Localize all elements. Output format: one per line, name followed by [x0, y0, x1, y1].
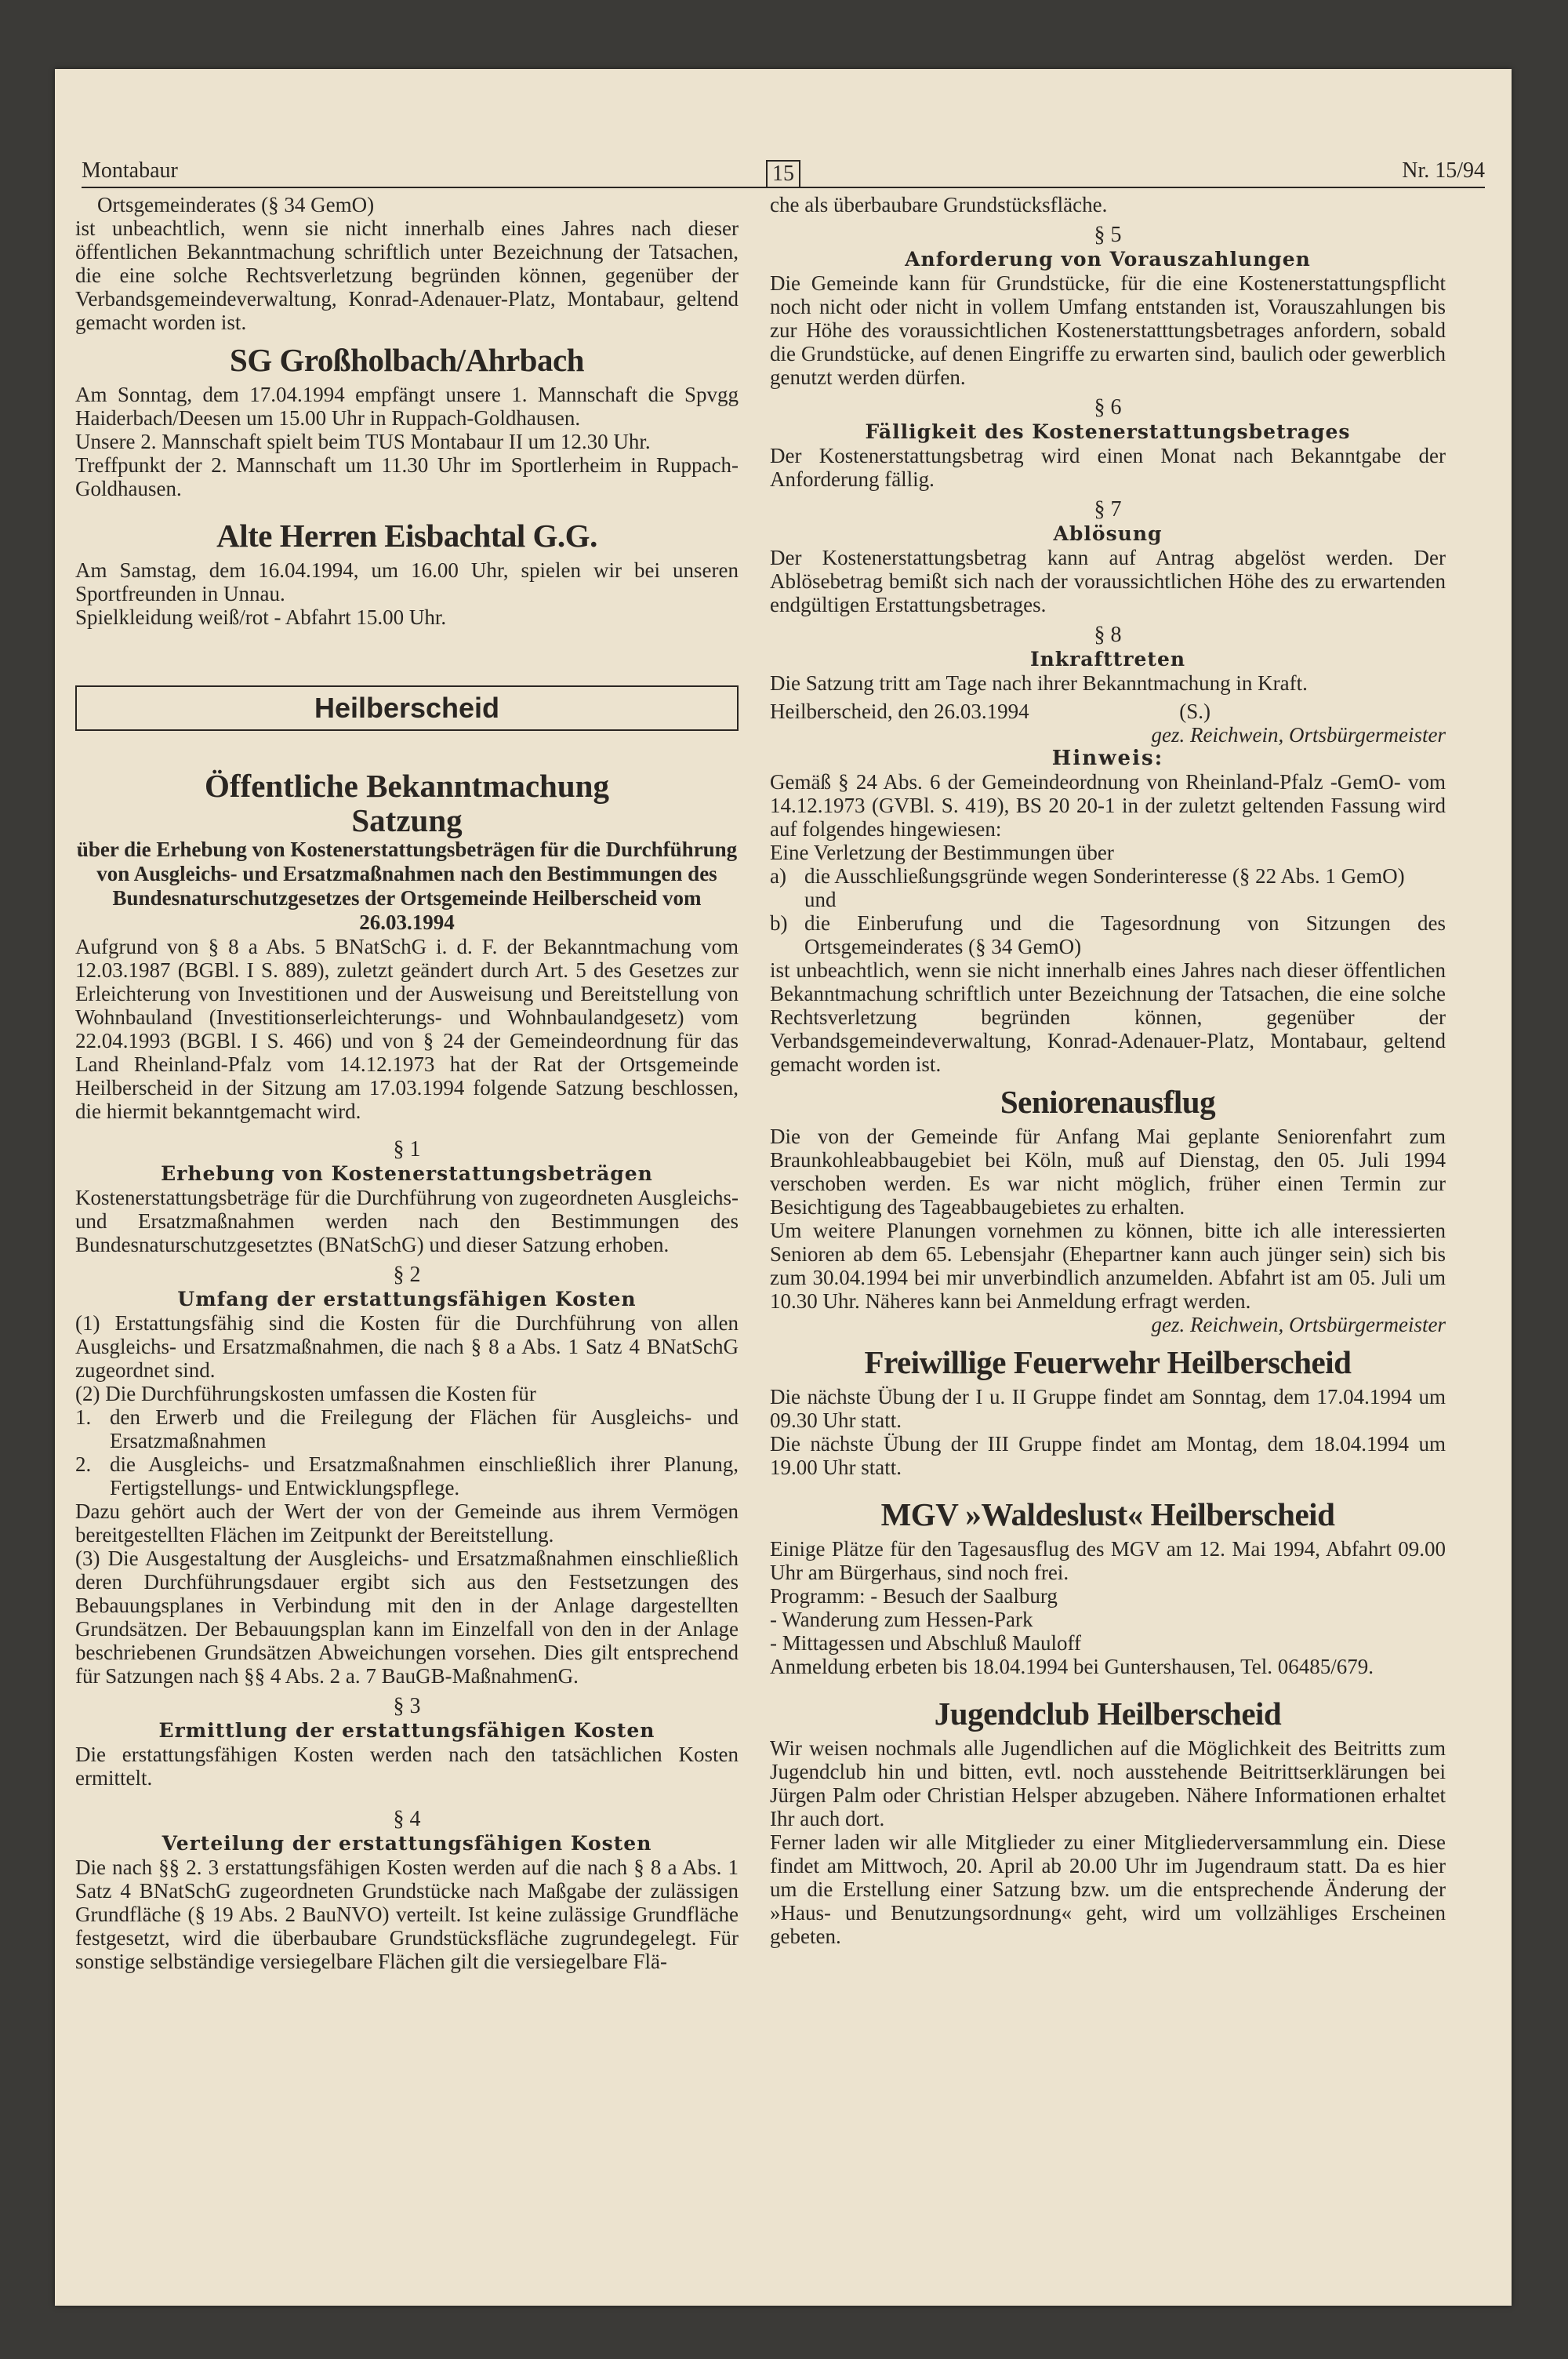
ffw-title: Freiwillige Feuerwehr Heilberscheid	[864, 1344, 1352, 1380]
hinweis-title: Hinweis:	[1051, 747, 1164, 770]
mgv-p3: - Wanderung zum Hessen-Park	[770, 1608, 1033, 1631]
hinweis-item-a-marker: a)	[770, 864, 786, 888]
section-box-heilberscheid: Heilberscheid	[75, 685, 739, 731]
s4-text: Die nach §§ 2. 3 erstattungsfähigen Kosten werden auf die nach § 8 a Abs. 1 Satz 4 BNatSchG zugeordneten Grundstücke nach Maßgabe der zulässigen Grundfläche (§ 19 Abs. 2 BauNVO) verteilt. Ist keine zulässige Grundfläche festgesetzt, wird die überbaubare Grundstücksfläche zugrundegelegt. Für sonstige selbständige versiegelbare Flächen gilt die versiegelbare Flä-	[75, 1856, 739, 1973]
s5-text: Die Gemeinde kann für Grundstücke, für die eine Kostenerstattungspflicht noch nicht oder nicht in vollem Umfang entstanden ist, Vorauszahlungen bis zur Höhe des voraussichtlichen Kostenerstatttungsbetrages anfordern, sobald die Grundstücke, auf denen Eingriffe zu erwarten sind, baulich oder gewerblich genutzt werden dürfen.	[770, 271, 1446, 389]
s2-p4: (3) Die Ausgestaltung der Ausgleichs- und Ersatzmaßnahmen einschließlich deren Durchführungsdauer ergibt sich aus den Festsetzungen des Bebauungsplanes in Verbindung mit den in der Anlage dargestellten Grundsätzen. Der Bebauungsplan kann im Einzelfall von den in der Anlage beschriebenen Grundsätzen Abweichungen vorsehen. Dies gilt entsprechend für Satzungen nach §§ 4 Abs. 2 a. 7 BauGB-MaßnahmenG.	[75, 1547, 739, 1688]
intro-text: ist unbeachtlich, wenn sie nicht innerhalb eines Jahres nach dieser öffentlichen Bekanntmachung schriftlich unter Bezeichnung der Tatsachen, die eine solche Rechtsverletzung begründen können, gegenüber der Verbandsgemeindeverwaltung, Konrad-Adenauer-Platz, Montabaur, geltend gemacht worden ist.	[75, 216, 739, 334]
s3-number: § 3	[393, 1694, 421, 1718]
mgv-p4: - Mittagessen und Abschluß Mauloff	[770, 1631, 1081, 1655]
s3-text: Die erstattungsfähigen Kosten werden nach den tatsächlichen Kosten ermittelt.	[75, 1743, 739, 1790]
s7-number: § 7	[1094, 497, 1122, 522]
s6-title: Fälligkeit des Kostenerstattungsbetrages	[865, 420, 1351, 443]
hinweis-item-b-marker: b)	[770, 911, 788, 935]
s4-continuation: che als überbaubare Grundstücksfläche.	[770, 193, 1108, 216]
hinweis-p1: Gemäß § 24 Abs. 6 der Gemeindeordnung von Rheinland-Pfalz -GemO- vom 14.12.1973 (GVBl. S. 419), BS 20 20-1 in der zuletzt geltenden Fassung wird auf folgendes hingewiesen:	[770, 770, 1446, 841]
satzung-subtitle: über die Erhebung von Kostenerstattungsbeträgen für die Durchführung von Ausgleichs- und Ersatzmaßnahmen nach den Bestimmungen des Bundesnaturschutzgesetzes der Ortsgemeinde Heilberscheid vom 26.03.1994	[76, 838, 738, 934]
newspaper-page	[55, 69, 1512, 2306]
mgv-p1: Einige Plätze für den Tagesausflug des MGV am 12. Mai 1994, Abfahrt 09.00 Uhr am Bürgerhaus, sind noch frei.	[770, 1537, 1446, 1584]
left-column	[75, 193, 739, 1973]
header-town: Montabaur	[82, 158, 178, 183]
mgv-p2: Programm: - Besuch der Saalburg	[770, 1584, 1058, 1608]
satzung-preamble: Aufgrund von § 8 a Abs. 5 BNatSchG i. d. F. der Bekanntmachung vom 12.03.1987 (BGBl. I S. 889), zuletzt geändert durch Art. 5 des Gesetzes zur Erleichterung von Investitionen und der Ausweisung und Bereitstellung von Wohnbauland (Investitionserleichterungs- und Wohnbaulandgesetz) vom 22.04.1993 (BGBl. I S. 466) und von § 24 der Gemeindeordnung für das Land Rheinland-Pfalz vom 14.12.1973 hat der Rat der Ortsgemeinde Heilberscheid in der Sitzung am 17.03.1994 folgende Satzung beschlossen, die hiermit bekanntgemacht wird.	[75, 935, 739, 1123]
s3-title: Ermittlung der erstattungsfähigen Kosten	[158, 1719, 655, 1742]
s4-title: Verteilung der erstattungsfähigen Kosten	[162, 1832, 652, 1855]
s5-number: § 5	[1094, 223, 1122, 247]
s2-item-2	[75, 1452, 739, 1499]
s2-p3: Dazu gehört auch der Wert der von der Gemeinde aus ihrem Vermögen bereitgestellten Flächen im Zeitpunkt der Bereitstellung.	[75, 1499, 739, 1547]
ah-title: Alte Herren Eisbachtal G.G.	[216, 518, 597, 554]
signature-mayor: gez. Reichwein, Ortsbürgermeister	[1151, 723, 1446, 747]
s2-number: § 2	[393, 1263, 421, 1287]
jc-p1: Wir weisen nochmals alle Jugendlichen auf die Möglichkeit des Beitritts zum Jugendclub hin und bitten, evtl. noch ausstehende Beitrittserklärungen bei Jürgen Palm oder Christian Helsper abzugeben. Nähere Informationen erhaltet Ihr auch dort.	[770, 1736, 1446, 1830]
senioren-p2: Um weitere Planungen vornehmen zu können, bitte ich alle interessierten Senioren ab dem 65. Lebensjahr (Ehepartner kann auch jünger sein) sich bis zum 30.04.1994 bei mir unverbindlich anzumelden. Abfahrt ist am 05. Juli um 10.30 Uhr. Näheres kann bei Anmeldung erfragt werden.	[770, 1219, 1446, 1313]
s6-text: Der Kostenerstattungsbetrag wird einen Monat nach Bekanntgabe der Anforderung fällig.	[770, 444, 1446, 491]
s7-text: Der Kostenerstattungsbetrag kann auf Antrag abgelöst werden. Der Ablösebetrag bemißt sich nach der voraussichtlichen Höhe des zu erwartenden endgültigen Erstattungsbetrages.	[770, 546, 1446, 616]
hinweis-item-a	[770, 864, 1446, 888]
satzung-title: Satzung	[351, 802, 463, 838]
jc-title: Jugendclub Heilberscheid	[934, 1696, 1282, 1732]
hinweis-und: und	[804, 888, 837, 911]
s2-item-1	[75, 1405, 739, 1452]
seal-mark: (S.)	[1179, 700, 1210, 723]
right-column	[770, 193, 1446, 1948]
issue-number: Nr. 15/94	[1402, 158, 1485, 183]
senioren-signature: gez. Reichwein, Ortsbürgermeister	[1151, 1313, 1446, 1336]
date-line	[770, 700, 1446, 723]
sg-p1: Am Sonntag, dem 17.04.1994 empfängt unsere 1. Mannschaft die Spvgg Haiderbach/Deesen um 15.00 Uhr in Ruppach-Goldhausen.	[75, 383, 739, 430]
ah-p1: Am Samstag, dem 16.04.1994, um 16.00 Uhr, spielen wir bei unseren Sportfreunden in Unnau.	[75, 558, 739, 605]
page-number: 15	[766, 160, 800, 188]
s2-item-1-text: den Erwerb und die Freilegung der Flächen für Ausgleichs- und Ersatzmaßnahmen	[110, 1405, 739, 1452]
ah-p2: Spielkleidung weiß/rot - Abfahrt 15.00 Uhr.	[75, 605, 447, 629]
s7-title: Ablösung	[1053, 522, 1163, 545]
mgv-p5: Anmeldung erbeten bis 18.04.1994 bei Guntershausen, Tel. 06485/679.	[770, 1655, 1374, 1678]
hinweis-item-b	[770, 911, 1446, 958]
s6-number: § 6	[1094, 395, 1122, 420]
s5-title: Anforderung von Vorauszahlungen	[905, 248, 1311, 271]
s2-p2: (2) Die Durchführungskosten umfassen die Kosten für	[75, 1382, 536, 1405]
hinweis-p2: Eine Verletzung der Bestimmungen über	[770, 841, 1114, 864]
s1-text: Kostenerstattungsbeträge für die Durchführung von zugeordneten Ausgleichs- und Ersatzmaßnahmen werden nach den Bestimmungen des Bundesnaturschutzgesetztes (BNatSchG) und dieser Satzung erhoben.	[75, 1186, 739, 1256]
s2-item-1-marker: 1.	[75, 1405, 92, 1429]
hinweis-item-a-text: die Ausschließungsgründe wegen Sonderinteresse (§ 22 Abs. 1 GemO)	[804, 864, 1405, 888]
hinweis-p3: ist unbeachtlich, wenn sie nicht innerhalb eines Jahres nach dieser öffentlichen Bekanntmachung schriftlich unter Bezeichnung der Tatsachen, die eine solche Rechtsverletzung begründen können, gegenüber der Verbandsgemeindeverwaltung, Konrad-Adenauer-Platz, Montabaur, geltend gemacht worden ist.	[770, 958, 1446, 1076]
s8-title: Inkrafttreten	[1029, 648, 1186, 671]
s1-title: Erhebung von Kostenerstattungsbeträgen	[161, 1162, 653, 1185]
sg-p3: Treffpunkt der 2. Mannschaft um 11.30 Uhr im Sportlerheim in Ruppach-Goldhausen.	[75, 453, 739, 500]
s8-number: § 8	[1094, 623, 1122, 647]
s2-item-2-marker: 2.	[75, 1452, 92, 1476]
ffw-p2: Die nächste Übung der III Gruppe findet am Montag, dem 18.04.1994 um 19.00 Uhr statt.	[770, 1432, 1446, 1479]
senioren-p1: Die von der Gemeinde für Anfang Mai geplante Seniorenfahrt zum Braunkohleabbaugebiet bei Köln, muß auf Dienstag, den 05. Juli 1994 verschoben werden. Es war nicht möglich, früher einen Termin zur Besichtigung des Tageabbaugebietes zu erhalten.	[770, 1125, 1446, 1219]
s2-item-2-text: die Ausgleichs- und Ersatzmaßnahmen einschließlich ihrer Planung, Fertigstellungs- und Entwicklungspflege.	[110, 1452, 739, 1499]
ffw-p1: Die nächste Übung der I u. II Gruppe findet am Sonntag, dem 17.04.1994 um 09.30 Uhr statt.	[770, 1385, 1446, 1432]
s2-p1: (1) Erstattungsfähig sind die Kosten für die Durchführung von allen Ausgleichs- und Ersatzmaßnahmen, die nach § 8 a Abs. 1 Satz 4 BNatSchG zugeordnet sind.	[75, 1311, 739, 1382]
sg-title: SG Großholbach/Ahrbach	[230, 342, 584, 378]
mgv-title: MGV »Waldeslust« Heilberscheid	[880, 1496, 1335, 1532]
place-date: Heilberscheid, den 26.03.1994	[770, 700, 1029, 723]
s1-number: § 1	[393, 1137, 421, 1161]
running-header	[82, 155, 1485, 188]
sg-p2: Unsere 2. Mannschaft spielt beim TUS Montabaur II um 12.30 Uhr.	[75, 430, 651, 453]
senioren-title: Seniorenausflug	[1000, 1084, 1216, 1120]
intro-line: Ortsgemeinderates (§ 34 GemO)	[97, 193, 375, 216]
s4-number: § 4	[393, 1807, 421, 1831]
s2-title: Umfang der erstattungsfähigen Kosten	[177, 1288, 637, 1310]
s8-text: Die Satzung tritt am Tage nach ihrer Bekanntmachung in Kraft.	[770, 671, 1308, 695]
jc-p2: Ferner laden wir alle Mitglieder zu einer Mitgliederversammlung ein. Diese findet am Mittwoch, 20. April ab 20.00 Uhr im Jugendraum statt. Da es hier um die Erstellung einer Satzung bzw. um die entsprechende Änderung der »Haus- und Benutzungsordnung« geht, wird um vollzähliges Erscheinen gebeten.	[770, 1830, 1446, 1948]
hinweis-item-b-text: die Einberufung und die Tagesordnung von Sitzungen des Ortsgemeinderates (§ 34 GemO)	[804, 911, 1446, 958]
bekanntmachung-title: Öffentliche Bekanntmachung	[205, 768, 609, 804]
